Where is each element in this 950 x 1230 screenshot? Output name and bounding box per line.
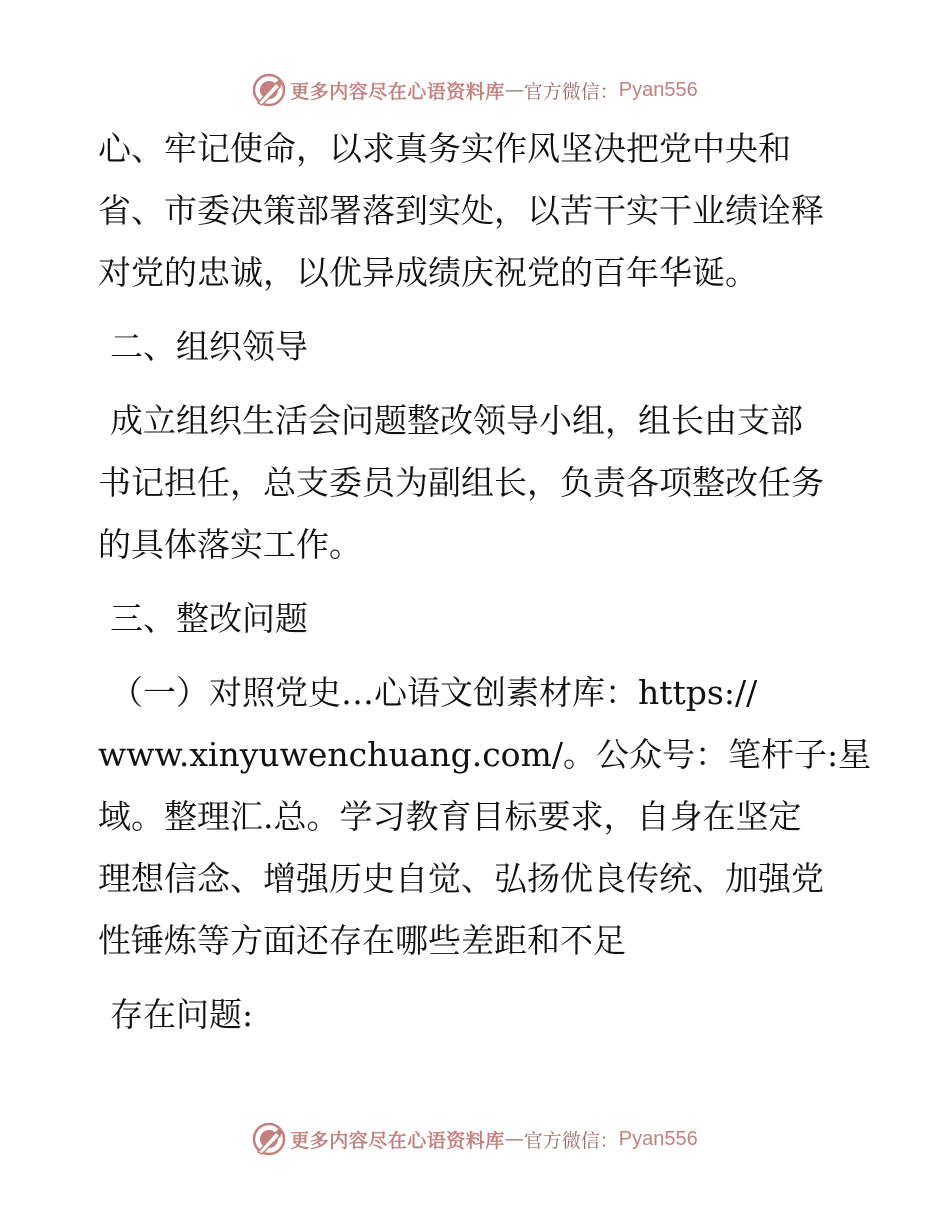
text-line: www.xinyuwenchuang.com/。公众号：笔杆子:星 xyxy=(98,735,872,774)
text-line: 书记担任，总支委员为副组长，负责各项整改任务 xyxy=(98,463,824,502)
banner-wechat-id: Pyan556 xyxy=(618,78,698,101)
pen-logo-icon xyxy=(252,1122,286,1156)
paragraph-4: 存在问题: xyxy=(110,995,254,1034)
footer-banner xyxy=(0,1119,950,1159)
banner-dash: — xyxy=(504,79,524,101)
text-line: 对党的忠诚，以优异成绩庆祝党的百年华诞。 xyxy=(98,253,758,292)
header-banner xyxy=(0,70,950,110)
banner-wechat-id: Pyan556 xyxy=(618,1127,698,1150)
banner-main-text: 更多内容尽在心语资料库 xyxy=(290,1129,505,1152)
text-line: 域。整理汇.总。学习教育目标要求，自身在坚定 xyxy=(98,797,802,836)
section-heading-3: 三、整改问题 xyxy=(110,599,308,638)
text-line: 省、市委决策部署落到实处，以苦干实干业绩诠释 xyxy=(98,191,824,230)
text-line: （一）对照党史…心语文创素材库：https:// xyxy=(110,673,758,712)
pen-logo-icon xyxy=(252,73,286,107)
paragraph-1 xyxy=(98,118,858,304)
paragraph-3 xyxy=(98,662,872,972)
text-line: 理想信念、增强历史自觉、弘扬优良传统、加强党 xyxy=(98,859,824,898)
text-line: 性锤炼等方面还存在哪些差距和不足 xyxy=(98,921,626,960)
banner-main-text: 更多内容尽在心语资料库 xyxy=(290,80,505,103)
text-line: 成立组织生活会问题整改领导小组，组长由支部 xyxy=(110,401,803,440)
paragraph-2 xyxy=(98,390,858,576)
document-body xyxy=(98,118,872,1046)
banner-wechat-label: 官方微信： xyxy=(523,1129,619,1152)
banner-wechat-label: 官方微信： xyxy=(523,80,619,103)
text-line: 心、牢记使命，以求真务实作风坚决把党中央和 xyxy=(98,129,791,168)
text-line: 的具体落实工作。 xyxy=(98,525,362,564)
banner-dash: — xyxy=(504,1128,524,1150)
section-heading-2: 二、组织领导 xyxy=(110,327,308,366)
